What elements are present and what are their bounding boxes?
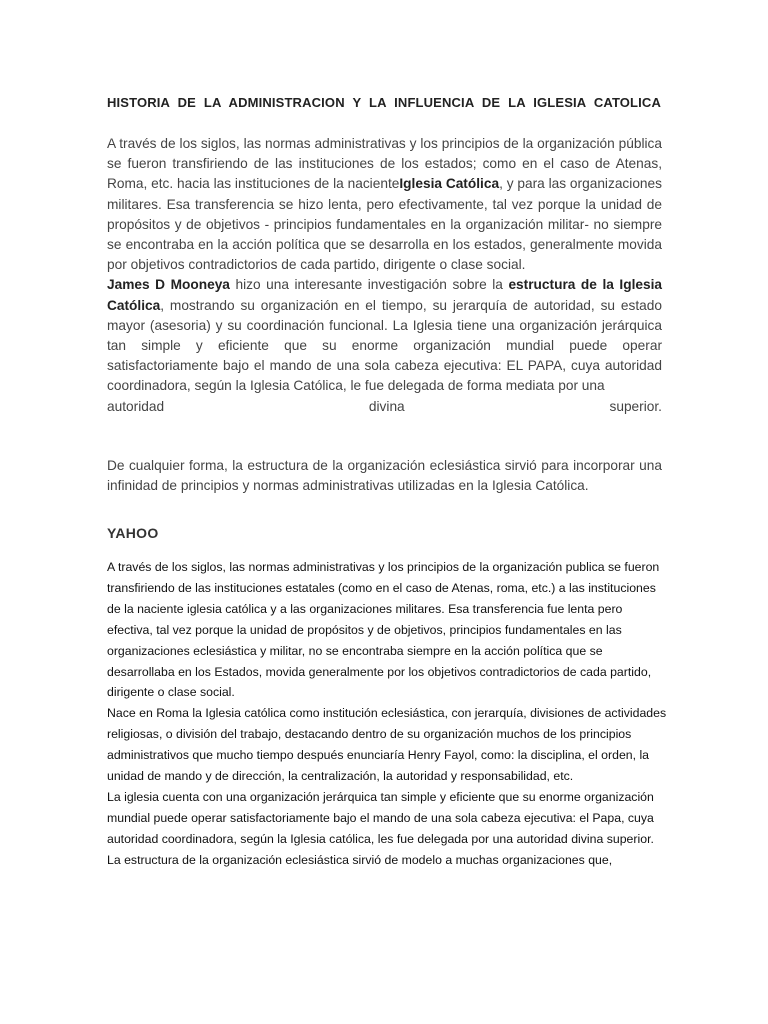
bold-estructura-iglesia: estructura de la Iglesia Católica — [107, 277, 663, 313]
paragraph-intro-text-c: , y para las organizaciones militares. Esa transferencia se hizo lenta, pero efectivamente, tal vez porque la unidad de propósitos y de objetivos - principios fundamentales en la organización militar- no siempre se encontraba en la acción política que se desarrolla en los estados, generalmente movida por objetivos contradictorios de cada partido, dirigente o clase social. — [107, 176, 662, 273]
paragraph-yahoo-text-a: A través de los siglos, las normas administrativas y los principios de la organización publica se fueron transfiriendo de las instituciones estatales (como en el caso de Atenas, roma, etc.) a las instituciones de la naciente iglesia católica y a las organizaciones militares. Esa transferencia fue lenta pero efectiva, tal vez porque la unidad de propósitos y de objetivos, principios fundamentales en las organizaciones eclesiástica y militar, no se encontraba siempre en la acción política que se desarrollaba en los Estados, movida generalmente por los objetivos contradictorios de cada partido, dirigente o clase social. — [107, 560, 660, 700]
paragraph-conclusion: De cualquier forma, la estructura de la organización eclesiástica sirvió para incorporar una infinidad de principios y normas administrativas utilizadas en la Iglesia Católica. — [107, 458, 662, 493]
section-title-yahoo: YAHOO — [107, 525, 159, 541]
bold-author-name: James D Mooneya — [107, 277, 230, 293]
paragraph-intro-last-line: autoridad divina superior. — [107, 398, 662, 414]
paragraph-intro-text-a: A través de los siglos, las normas administrativas y los principios de la organización pública se fueron transfiriendo de las instituciones de los estados; como en el caso de Atenas, Roma, etc. hacia las instituciones de la naciente — [107, 136, 662, 192]
paragraph-intro-text-g: , mostrando su organización en el tiempo, su jerarquía de autoridad, su estado mayor (asesoria) y su coordinación funcional. La Iglesia tiene una organización jerárquica tan simple y eficiente que su enorme organización mundial puede operar satisfactoriamente bajo el mando de una sola cabeza ejecutiva: EL PAPA, cuya autoridad coordinadora, según la Iglesia Católica, le fue delegada de forma mediata por una — [107, 297, 662, 394]
document-title: HISTORIA DE LA ADMINISTRACION Y LA INFLUENCIA DE LA IGLESIA CATOLICA — [107, 95, 661, 110]
paragraph-yahoo-text-b: Nace en Roma la Iglesia católica como institución eclesiástica, con jerarquía, divisiones de actividades religiosas, o división del trabajo, destacando dentro de su organización muchos de los principios administrativos que mucho tiempo después enunciaría Henry Fayol, como: la disciplina, el orden, la unidad de mando y de dirección, la centralización, la autoridad y responsabilidad, etc. — [107, 706, 667, 784]
paragraph-intro — [107, 134, 662, 417]
paragraph-yahoo — [107, 557, 667, 871]
paragraph-yahoo-text-c: La iglesia cuenta con una organización jerárquica tan simple y eficiente que su enorme organización mundial puede operar satisfactoriamente bajo el mando de una sola cabeza ejecutiva: el Papa, cuya autoridad coordinadora, según la Iglesia católica, les fue delegada por una autoridad divina superior. — [107, 789, 654, 846]
bold-iglesia-catolica: Iglesia Católica — [399, 176, 500, 192]
paragraph-yahoo-text-d: La estructura de la organización eclesiástica sirvió de modelo a muchas organizaciones que, — [107, 852, 613, 867]
paragraph-intro-text-e: hizo una interesante investigación sobre la — [229, 277, 509, 293]
